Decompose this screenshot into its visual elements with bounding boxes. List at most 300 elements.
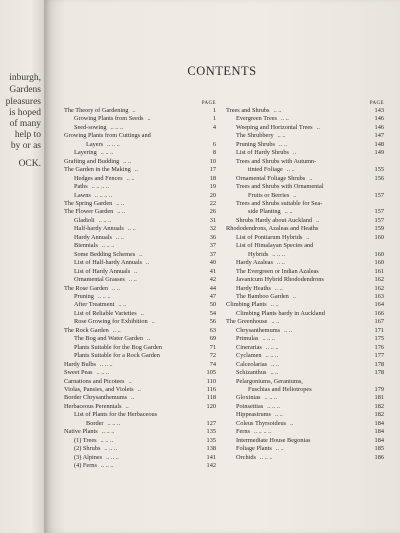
- toc-entry-title: [236, 352, 369, 360]
- toc-entry-leader: ..: [140, 309, 144, 317]
- toc-entry-page-number: 116: [206, 385, 216, 393]
- toc-entry-title: [236, 394, 369, 402]
- toc-entry-page-number: 32: [209, 225, 216, 233]
- toc-entry-leader: .. ..: [118, 301, 127, 309]
- toc-entry-leader: .. ..: [275, 445, 284, 453]
- toc-entry-page-number: 157: [374, 208, 384, 216]
- toc-entry-title: [236, 344, 369, 352]
- toc-entry-text: Border: [86, 419, 104, 427]
- toc-entry-title: [236, 420, 369, 428]
- toc-entry-leader: .. ..: [116, 199, 125, 207]
- toc-entry-title: [236, 411, 369, 419]
- toc-entry: [64, 293, 216, 301]
- toc-entry-text: The Bog and Water Garden: [74, 335, 143, 343]
- toc-entry-page-number: 141: [206, 453, 216, 461]
- toc-entry-title: [74, 225, 201, 233]
- toc-entry-title: [74, 445, 201, 453]
- toc-entry-title: [74, 437, 201, 445]
- facing-page-line: is hoped: [9, 108, 41, 118]
- toc-entry-title: [226, 318, 369, 326]
- toc-entry-leader: .. ..: [271, 360, 279, 368]
- toc-entry: [226, 310, 384, 318]
- toc-entry: [64, 428, 216, 436]
- toc-entry-text: Some Bedding Schemes: [74, 250, 136, 258]
- toc-entry-text: Layering: [74, 149, 97, 157]
- toc-entry-leader: .. ..: [270, 369, 279, 377]
- toc-entry-leader: .. ..: [273, 107, 282, 114]
- toc-entry-leader: ..: [137, 385, 141, 393]
- toc-entry: [226, 403, 384, 411]
- toc-entry-text: Chrysanthemums: [236, 326, 281, 334]
- toc-entry-title: [74, 242, 201, 250]
- toc-entry-title: [74, 183, 201, 191]
- toc-entry-text: List of Himalayan Species and: [236, 242, 314, 250]
- toc-entry: [64, 327, 216, 335]
- toc-entry-leader: .. ..: [277, 132, 286, 140]
- toc-entry-page-number: [369, 378, 384, 386]
- contents-column-right: [226, 100, 384, 462]
- facing-page-line: inburgh,: [9, 73, 41, 83]
- toc-entry: [226, 411, 384, 419]
- toc-entry-title: [236, 115, 369, 123]
- toc-entry-page-number: 160: [374, 233, 384, 241]
- toc-entry: [226, 259, 384, 267]
- toc-entry: [226, 335, 384, 343]
- toc-entry-title: [64, 378, 201, 386]
- toc-entry: [226, 208, 384, 216]
- toc-entry-text: Paths: [74, 183, 88, 191]
- facing-page-line: of many: [9, 119, 41, 129]
- toc-entry-leader: ..: [151, 318, 155, 326]
- facing-page: [0, 0, 44, 533]
- toc-entry-leader: .. ..: [274, 411, 283, 419]
- toc-entry: [64, 276, 216, 284]
- toc-entry-page-number: 157: [374, 191, 384, 199]
- toc-entry-page-number: 6: [212, 140, 216, 148]
- toc-entry-text: List of Reliable Varieties: [74, 309, 137, 317]
- toc-entry-page-number: 72: [209, 352, 216, 360]
- toc-entry-leader: ..: [132, 107, 136, 114]
- toc-entry-text: Javanicum Hybrid Rhododendrons: [236, 276, 324, 284]
- toc-entry-text: The Rose Garden: [64, 284, 109, 292]
- toc-entry-leader: .. .. ..: [107, 419, 121, 427]
- toc-entry-title: [236, 445, 369, 453]
- toc-entry-leader: ..: [134, 267, 138, 275]
- toc-entry-leader: .. .. ..: [272, 250, 285, 258]
- facing-page-line: help to: [14, 130, 41, 140]
- toc-entry-text: Calceolarias: [236, 360, 268, 368]
- toc-entry: [64, 158, 216, 166]
- toc-entry: [226, 428, 384, 436]
- toc-entry-page-number: 54: [209, 309, 216, 317]
- toc-entry-text: Trees and Shrubs: [226, 107, 270, 114]
- toc-list-right: [226, 107, 384, 462]
- toc-entry-leader: .. .. ..: [100, 436, 114, 444]
- toc-entry-title: [86, 141, 201, 149]
- toc-entry-text: tinted Foliage: [248, 166, 283, 174]
- toc-entry-page-number: 146: [374, 115, 384, 123]
- toc-entry: [226, 318, 384, 326]
- toc-entry-page-number: [201, 411, 216, 419]
- toc-entry-text: The Rock Garden: [64, 326, 109, 334]
- toc-entry-page-number: 179: [374, 385, 384, 393]
- toc-entry-title: [236, 310, 369, 318]
- toc-entry-title: [64, 386, 201, 394]
- toc-entry-page-number: 44: [209, 284, 216, 292]
- toc-entry-text: Fuschias and Heliotropes: [248, 385, 312, 393]
- toc-entry-page-number: 181: [374, 394, 384, 402]
- contents-page: [44, 0, 400, 533]
- toc-entry: [64, 132, 216, 140]
- toc-entry-page-number: 142: [206, 462, 216, 470]
- toc-entry-leader: .. .. ..: [104, 445, 118, 453]
- toc-entry-text: Ornamental Foliage Shrubs: [236, 174, 306, 182]
- toc-entry: [64, 242, 216, 250]
- toc-entry-text: Gloxinias: [236, 394, 261, 402]
- toc-entry-leader: .. ..: [280, 115, 289, 123]
- toc-entry-text: Cyclamen: [236, 352, 262, 360]
- toc-entry: [226, 445, 384, 453]
- toc-entry-leader: .. ..: [284, 208, 293, 216]
- toc-entry: [226, 149, 384, 157]
- toc-entry-text: Biennials: [74, 242, 98, 250]
- toc-entry-title: [236, 454, 369, 462]
- toc-entry-leader: .. ..: [127, 225, 136, 233]
- toc-entry-text: Plants Suitable for the Bog Garden: [74, 343, 162, 351]
- toc-entry: [226, 361, 384, 369]
- toc-entry-page-number: 156: [374, 174, 384, 182]
- toc-entry-text: Pruning: [74, 292, 94, 300]
- toc-entry-page-number: 184: [374, 419, 384, 427]
- toc-entry-leader: .. .. .. ..: [91, 183, 109, 191]
- toc-entry-leader: ..: [306, 233, 310, 241]
- toc-entry-page-number: 167: [374, 318, 384, 326]
- toc-entry-leader: .. ..: [274, 284, 283, 292]
- contents-column-left: [64, 100, 216, 470]
- toc-entry-page-number: 164: [374, 301, 384, 309]
- toc-entry-page-number: 17: [209, 166, 216, 174]
- toc-entry-title: [74, 344, 201, 352]
- toc-entry-title: [74, 318, 201, 326]
- toc-entry: [64, 234, 216, 242]
- toc-entry-leader: ..: [292, 292, 296, 300]
- toc-entry-text: Sweet Peas: [64, 369, 93, 377]
- toc-entry-leader: ..: [147, 115, 151, 123]
- toc-entry-leader: .. ..: [279, 140, 287, 148]
- toc-entry: [64, 445, 216, 453]
- toc-entry-page-number: 47: [209, 292, 216, 300]
- toc-entry-title: [236, 268, 369, 276]
- toc-entry-leader: .. .. ..: [101, 242, 115, 250]
- toc-entry-page-number: 184: [374, 436, 384, 444]
- toc-entry: [226, 437, 384, 445]
- toc-entry: [64, 462, 216, 470]
- toc-entry-leader: ..: [139, 250, 143, 258]
- toc-entry-leader: .. .. ..: [267, 402, 280, 410]
- toc-entry-page-number: 120: [206, 402, 216, 410]
- toc-entry-leader: ..: [131, 394, 135, 402]
- toc-entry-title: [64, 285, 201, 293]
- toc-entry-text: Rose Growing for Exhibition: [74, 318, 148, 326]
- toc-entry-page-number: 1: [212, 115, 216, 123]
- toc-entry: [64, 335, 216, 343]
- toc-entry-title: [64, 166, 201, 174]
- toc-entry-text: Intermediate House Begonias: [236, 436, 311, 444]
- toc-entry-leader: .. ..: [126, 174, 135, 182]
- toc-entry-leader: ..: [293, 149, 297, 157]
- toc-entry: [226, 124, 384, 132]
- toc-entry-page-number: 22: [209, 199, 216, 207]
- toc-entry-text: Pelargoniums, Geraniums,: [236, 377, 303, 385]
- toc-entry-page-number: 143: [374, 107, 384, 114]
- toc-entry-leader: .. ..: [117, 208, 126, 216]
- toc-entry-page-number: 162: [374, 284, 384, 292]
- toc-entry-page-number: 56: [209, 318, 216, 326]
- toc-entry: [226, 293, 384, 301]
- toc-entry: [226, 268, 384, 276]
- toc-entry-title: [236, 259, 369, 267]
- toc-entry: [226, 394, 384, 402]
- toc-entry-title: [74, 268, 201, 276]
- toc-entry-title: [236, 217, 369, 225]
- toc-entry-title: [236, 132, 369, 140]
- toc-entry-page-number: 177: [374, 352, 384, 360]
- toc-entry-page-number: 26: [209, 208, 216, 216]
- toc-entry-page-number: 71: [209, 343, 216, 351]
- toc-entry-text: Seed-sowing: [74, 123, 107, 131]
- toc-entry-text: Half-hardy Annuals: [74, 225, 124, 233]
- toc-entry-leader: .. ..: [112, 284, 120, 292]
- toc-entry: [64, 217, 216, 225]
- toc-entry-title: [236, 335, 369, 343]
- toc-entry-page-number: 161: [374, 267, 384, 275]
- facing-page-line: by or as: [10, 141, 41, 151]
- toc-entry-text: The Garden in the Making: [64, 166, 131, 174]
- toc-entry-text: Coleus Thyrsoideus: [236, 419, 287, 427]
- toc-entry-title: [74, 411, 201, 419]
- toc-entry-text: List of Hardy Annuals: [74, 267, 131, 275]
- toc-entry-leader: .. .. .. ..: [94, 191, 113, 199]
- facing-page-line: OCK.: [18, 159, 41, 169]
- toc-entry-title: [64, 200, 201, 208]
- toc-entry: [226, 301, 384, 309]
- toc-entry-text: (1) Trees: [74, 436, 97, 444]
- toc-entry-text: Schizanthus: [236, 369, 267, 377]
- toc-entry-text: List of Half-hardy Annuals: [74, 259, 143, 267]
- toc-entry-text: Climbing Plants: [226, 301, 267, 309]
- toc-entry-title: [74, 259, 201, 267]
- toc-entry-text: Pruning Shrubs: [236, 140, 276, 148]
- toc-entry-text: Border Chrysanthemums: [64, 394, 128, 402]
- toc-entry-title: [74, 217, 201, 225]
- toc-entry: [64, 394, 216, 402]
- toc-entry-page-number: 20: [209, 191, 216, 199]
- toc-entry: [226, 166, 384, 174]
- toc-entry-title: [74, 192, 201, 200]
- toc-entry-title: [64, 361, 201, 369]
- toc-entry: [64, 166, 216, 174]
- toc-entry-title: [74, 454, 201, 462]
- toc-entry-title: [74, 175, 201, 183]
- toc-entry-text: Hybrids: [248, 250, 269, 258]
- toc-entry-leader: ..: [128, 377, 132, 385]
- toc-entry-text: Ornamental Grasses: [74, 276, 125, 284]
- toc-entry-title: [248, 251, 369, 259]
- toc-entry-page-number: [369, 242, 384, 250]
- toc-entry-text: Hardy Bulbs: [64, 360, 97, 368]
- toc-entry: [64, 301, 216, 309]
- toc-entry-text: Plants Suitable for a Rock Garden: [74, 352, 160, 360]
- toc-entry-page-number: 148: [374, 140, 384, 148]
- page-column-header: PAGE: [201, 101, 216, 106]
- toc-entry: [64, 259, 216, 267]
- toc-entry-page-number: 74: [209, 360, 216, 368]
- toc-entry-title: [248, 208, 369, 216]
- toc-entry: [64, 454, 216, 462]
- toc-entry-text: Poinsettias: [236, 402, 264, 410]
- toc-entry: [226, 115, 384, 123]
- toc-entry-leader: .. ..: [284, 326, 292, 334]
- toc-entry-page-number: 176: [374, 343, 384, 351]
- toc-entry-text: Herbaceous Perennials: [64, 402, 122, 410]
- toc-entry: [226, 175, 384, 183]
- toc-entry: [226, 158, 384, 166]
- toc-entry-page-number: 42: [209, 276, 216, 284]
- toc-entry-text: Weeping and Horizontal Trees: [236, 123, 313, 131]
- toc-entry-title: [236, 234, 369, 242]
- toc-entry: [64, 378, 216, 386]
- toc-list-left: [64, 107, 216, 470]
- toc-entry-text: Orchids: [236, 453, 256, 461]
- toc-entry: [226, 344, 384, 352]
- toc-entry-text: Layers: [86, 140, 104, 148]
- toc-entry: [64, 107, 216, 115]
- toc-entry-page-number: 160: [374, 259, 384, 267]
- toc-entry-title: [64, 394, 201, 402]
- toc-entry-page-number: 182: [374, 402, 384, 410]
- toc-entry: [226, 242, 384, 250]
- toc-entry-text: (4) Ferns: [74, 462, 97, 470]
- toc-entry-page-number: 10: [209, 157, 216, 165]
- toc-entry-title: [236, 158, 369, 166]
- toc-entry-title: [74, 293, 201, 301]
- toc-entry-title: [64, 369, 201, 377]
- page-column-header: PAGE: [369, 101, 384, 106]
- toc-entry-title: [74, 310, 201, 318]
- facing-page-line: pleasures: [5, 97, 41, 107]
- toc-entry-title: [64, 428, 201, 436]
- toc-entry-title: [236, 183, 369, 191]
- toc-entry-page-number: 37: [209, 250, 216, 258]
- toc-entry-title: [248, 386, 369, 394]
- toc-entry-title: [236, 361, 369, 369]
- toc-entry-leader: .. ..: [112, 326, 121, 334]
- toc-entry-page-number: 185: [374, 445, 384, 453]
- toc-entry-page-number: 41: [209, 267, 216, 275]
- toc-entry: [64, 437, 216, 445]
- toc-entry-page-number: [369, 200, 384, 208]
- toc-entry: [64, 149, 216, 157]
- toc-entry: [64, 420, 216, 428]
- toc-entry-page-number: 118: [206, 394, 216, 402]
- toc-entry-leader: .. .. ..: [106, 453, 119, 461]
- toc-entry-leader: .. .. ..: [100, 149, 114, 157]
- toc-entry-text: Grafting and Budding: [64, 157, 120, 165]
- toc-entry-title: [236, 437, 369, 445]
- toc-entry-leader: ..: [290, 419, 294, 427]
- facing-page-line: Gardens: [9, 85, 41, 95]
- toc-entry-text: Hardy Azaleas: [236, 259, 273, 267]
- toc-entry-leader: ..: [316, 216, 320, 224]
- toc-entry-text: Hedges and Fences: [74, 174, 123, 182]
- toc-entry-title: [74, 115, 201, 123]
- toc-entry: [226, 386, 384, 394]
- toc-entry-title: [236, 149, 369, 157]
- toc-entry-text: Hippeastrums: [236, 411, 271, 419]
- toc-entry: [226, 369, 384, 377]
- toc-entry-leader: ..: [125, 402, 129, 410]
- toc-entry-leader: .. .. ..: [264, 394, 278, 402]
- toc-entry-leader: .. .. ..: [265, 343, 279, 351]
- toc-entry: [64, 344, 216, 352]
- toc-entry-leader: .. .. ..: [97, 292, 111, 300]
- toc-entry-text: The Evergreen or Indian Azaleas: [236, 267, 319, 275]
- toc-entry-page-number: 157: [374, 216, 384, 224]
- toc-entry-leader: .. .. ..: [101, 428, 115, 436]
- toc-entry-leader: ..: [293, 191, 297, 199]
- toc-entry-title: [248, 166, 369, 174]
- toc-entry: [226, 234, 384, 242]
- toc-entry-page-number: 159: [374, 225, 384, 233]
- toc-entry: [64, 268, 216, 276]
- toc-entry-text: Rhododendrons, Azaleas and Heaths: [226, 225, 319, 233]
- toc-entry: [64, 369, 216, 377]
- toc-entry-title: [64, 208, 201, 216]
- toc-entry-title: [74, 352, 201, 360]
- toc-entry-title: [236, 175, 369, 183]
- toc-entry-text: Lawns: [74, 191, 91, 199]
- toc-entry-title: [236, 369, 369, 377]
- toc-entry-page-number: [369, 183, 384, 191]
- toc-entry: [226, 217, 384, 225]
- toc-entry: [64, 208, 216, 216]
- toc-entry-page-number: 135: [206, 436, 216, 444]
- toc-entry: [64, 251, 216, 259]
- toc-entry-title: [226, 301, 369, 309]
- toc-entry-title: [226, 107, 369, 115]
- toc-entry-text: Growing Plants from Seeds: [74, 115, 144, 123]
- toc-entry-title: [236, 141, 369, 149]
- toc-entry-text: Native Plants: [64, 428, 98, 436]
- toc-entry: [64, 200, 216, 208]
- page-title: CONTENTS: [187, 64, 257, 78]
- toc-entry-text: Violas, Pansies, and Violets: [64, 385, 134, 393]
- toc-entry-text: Growing Plants from Cuttings and: [64, 132, 151, 140]
- toc-entry: [226, 285, 384, 293]
- toc-entry-page-number: 37: [209, 242, 216, 250]
- toc-entry-title: [236, 293, 369, 301]
- toc-entry-text: List of Hardy Shrubs: [236, 149, 289, 157]
- toc-entry-leader: .. ..: [128, 276, 137, 284]
- toc-entry-title: [74, 276, 201, 284]
- toc-entry-title: [236, 276, 369, 284]
- toc-entry-text: Trees and Shrubs with Autumn-: [236, 157, 317, 165]
- toc-entry-page-number: 105: [206, 369, 216, 377]
- toc-entry-text: Gladioli: [74, 216, 95, 224]
- toc-entry-leader: .. ..: [115, 233, 124, 241]
- toc-entry-text: side Planting: [248, 208, 281, 216]
- toc-entry-page-number: 50: [209, 301, 216, 309]
